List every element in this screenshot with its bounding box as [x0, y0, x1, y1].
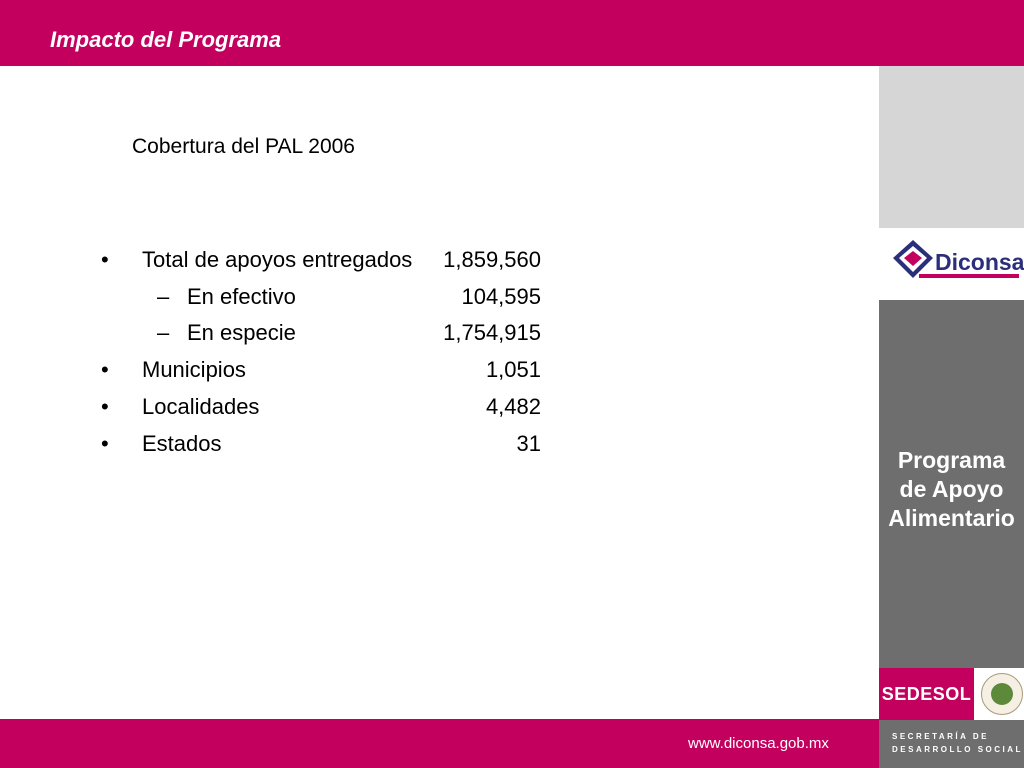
sidebar-program-panel [879, 300, 1024, 668]
bullet: • [101, 431, 109, 456]
item-value: 4,482 [485, 394, 541, 419]
item-label: Municipios [142, 357, 246, 382]
bullet: – [157, 320, 170, 345]
diconsa-logo-icon [879, 228, 1024, 300]
bullet: – [157, 284, 170, 309]
header-bar [0, 0, 1024, 66]
item-label: En efectivo [187, 284, 296, 309]
sedesol-logo-row [879, 668, 1024, 720]
footer-bar [0, 719, 879, 768]
list-item [0, 357, 879, 385]
diconsa-logo [879, 228, 1024, 300]
item-value: 104,595 [461, 284, 541, 309]
bullet: • [101, 247, 109, 272]
program-line: de Apoyo [899, 476, 1004, 502]
list-item [0, 431, 879, 459]
list-item [0, 284, 879, 312]
slide-title: Impacto del Programa [50, 27, 282, 52]
bullet: • [101, 357, 109, 382]
item-label: En especie [187, 320, 296, 345]
mexico-seal-icon [981, 673, 1023, 715]
sedesol-badge: SEDESOL [879, 668, 974, 720]
item-label: Estados [142, 431, 222, 456]
item-value: 31 [516, 431, 541, 456]
secretaria-line: DESARROLLO SOCIAL [892, 745, 1023, 754]
bullet: • [101, 394, 109, 419]
footer-url: www.diconsa.gob.mx [688, 735, 829, 752]
list-item [0, 320, 879, 348]
program-line: Programa [897, 447, 1006, 473]
list-item [0, 247, 879, 275]
item-label: Total de apoyos entregados [142, 247, 413, 272]
svg-text:Diconsa: Diconsa [935, 249, 1024, 275]
subtitle: Cobertura del PAL 2006 [132, 135, 355, 158]
secretaria-block [879, 720, 1024, 768]
list-item [0, 394, 879, 422]
program-line: Alimentario [888, 505, 1015, 531]
item-label: Localidades [142, 394, 260, 419]
secretaria-line: SECRETARÍA DE [892, 732, 989, 741]
item-value: 1,859,560 [443, 247, 541, 272]
item-value: 1,754,915 [443, 320, 541, 345]
program-name [879, 446, 1024, 533]
item-value: 1,051 [485, 357, 541, 382]
